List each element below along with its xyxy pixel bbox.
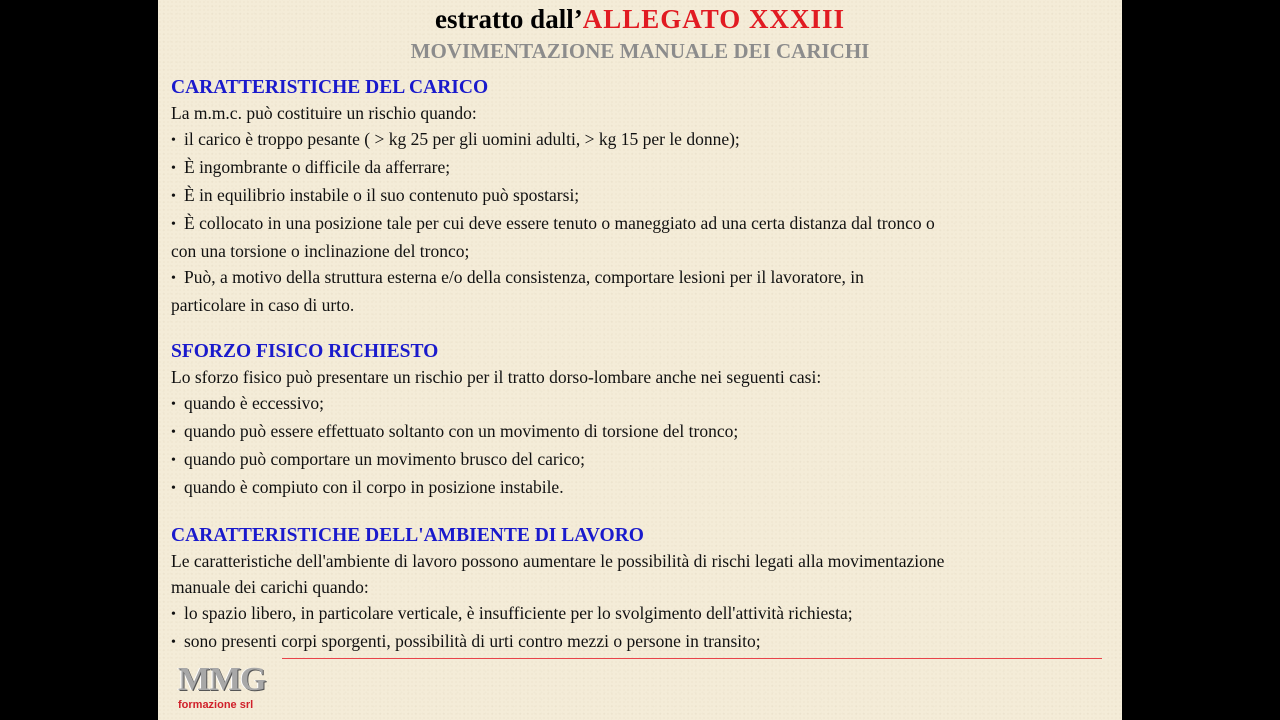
bullet-text: Può, a motivo della struttura esterna e/o della consistenza, comportare lesioni per il lavoratore, in	[184, 267, 864, 287]
bullet-item	[171, 418, 1111, 446]
bullet-text: È collocato in una posizione tale per cui deve essere tenuto o maneggiato ad una certa distanza dal tronco o	[184, 213, 935, 233]
bullet-item	[171, 390, 1111, 418]
bullet-icon: •	[171, 607, 176, 622]
title-prefix: estratto dall’	[434, 4, 583, 34]
bullet-text: quando è eccessivo;	[184, 393, 324, 413]
bullet-item	[171, 182, 1111, 210]
bullet-text: quando può essere effettuato soltanto con un movimento di torsione del tronco;	[184, 421, 739, 441]
bullet-continuation: particolare in caso di urto.	[171, 295, 355, 315]
section-intro-line: Lo sforzo fisico può presentare un rischio per il tratto dorso-lombare anche nei seguenti casi:	[171, 367, 822, 387]
section-intro-line: Le caratteristiche dell'ambiente di lavoro possono aumentare le possibilità di rischi legati alla movimentazione	[171, 551, 945, 571]
bullet-item	[171, 446, 1111, 474]
bullet-text: il carico è troppo pesante ( > kg 25 per gli uomini adulti, > kg 15 per le donne);	[184, 129, 740, 149]
bullet-icon: •	[171, 453, 176, 468]
bullet-icon: •	[171, 271, 176, 286]
section-intro-line: La m.m.c. può costituire un rischio quando:	[171, 103, 477, 123]
bullet-continuation: con una torsione o inclinazione del tronco;	[171, 241, 470, 261]
section-heading: CARATTERISTICHE DEL CARICO	[171, 77, 489, 98]
bullet-text: lo spazio libero, in particolare verticale, è insufficiente per lo svolgimento dell'attività richiesta;	[184, 603, 853, 623]
section-work-environment	[171, 524, 1111, 656]
footer-divider	[282, 658, 1102, 659]
bullet-icon: •	[171, 635, 176, 650]
bullet-item	[171, 126, 1111, 154]
section-spacer	[171, 318, 1111, 340]
bullet-item	[171, 474, 1111, 502]
bullet-item	[171, 264, 1111, 318]
bullet-icon: •	[171, 189, 176, 204]
bullet-item	[171, 210, 1111, 264]
title-accent: ALLEGATO XXXIII	[582, 4, 846, 34]
slide-subtitle: MOVIMENTAZIONE MANUALE DEI CARICHI	[410, 39, 870, 63]
section-heading: CARATTERISTICHE DELL'AMBIENTE DI LAVORO	[171, 525, 644, 546]
bullet-text: È in equilibrio instabile o il suo contenuto può spostarsi;	[184, 185, 580, 205]
logo-tagline: formazione srl	[178, 699, 254, 711]
bullet-icon: •	[171, 397, 176, 412]
slide-content	[171, 76, 1111, 656]
bullet-icon: •	[171, 481, 176, 496]
bullet-item	[171, 628, 1111, 656]
bullet-text: quando può comportare un movimento brusco del carico;	[184, 449, 585, 469]
bullet-item	[171, 600, 1111, 628]
bullet-text: È ingombrante o difficile da afferrare;	[184, 157, 451, 177]
section-load-characteristics	[171, 76, 1111, 318]
bullet-item	[171, 154, 1111, 182]
section-intro-line: manuale dei carichi quando:	[171, 577, 369, 597]
bullet-text: sono presenti corpi sporgenti, possibilità di urti contro mezzi o persone in transito;	[184, 631, 761, 651]
bullet-text: quando è compiuto con il corpo in posizione instabile.	[184, 477, 564, 497]
bullet-icon: •	[171, 425, 176, 440]
slide	[158, 0, 1122, 720]
slide-title	[158, 2, 1122, 41]
logo-letters: MMG	[178, 661, 266, 698]
section-physical-effort	[171, 340, 1111, 502]
bullet-icon: •	[171, 161, 176, 176]
section-heading: SFORZO FISICO RICHIESTO	[171, 341, 439, 362]
bullet-icon: •	[171, 217, 176, 232]
section-spacer	[171, 502, 1111, 524]
bullet-icon: •	[171, 133, 176, 148]
company-logo	[176, 660, 276, 714]
